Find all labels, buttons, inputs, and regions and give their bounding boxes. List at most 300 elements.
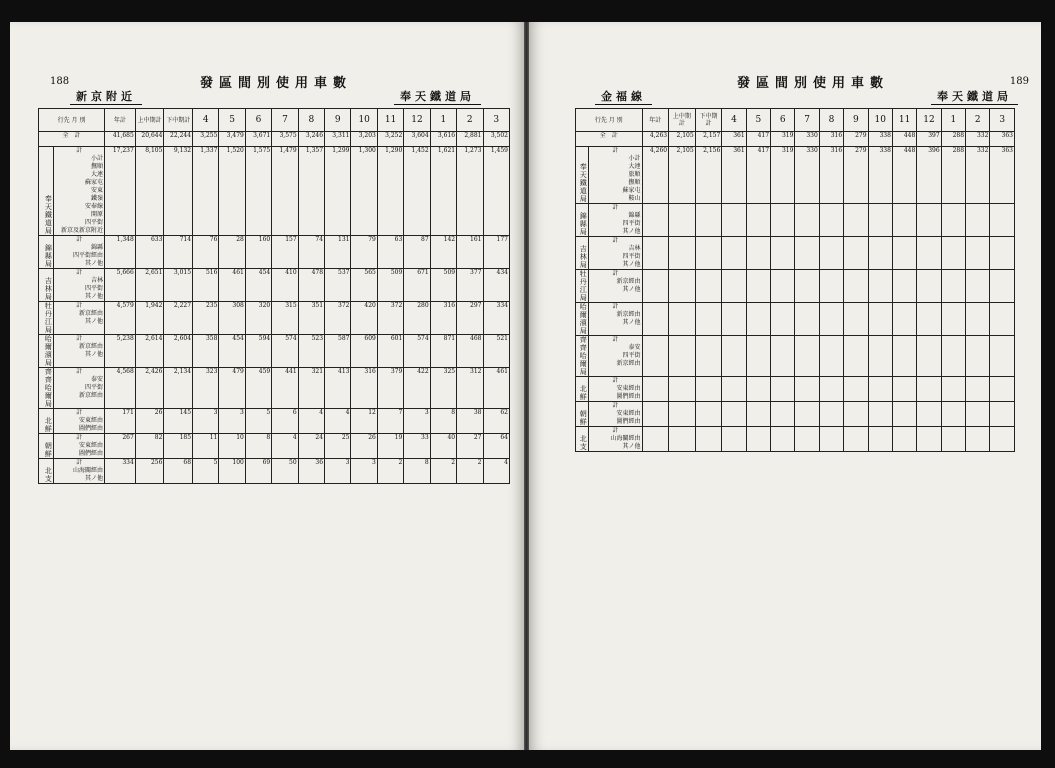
- destination-label: 泰安: [628, 344, 641, 351]
- value-cell: [164, 459, 193, 484]
- group-label: 北鮮: [576, 377, 589, 402]
- value-cell: [844, 237, 868, 270]
- destination-label: 泰安: [91, 376, 104, 383]
- value-cell: [819, 303, 843, 336]
- total-cell: 3,502: [483, 132, 510, 147]
- subtotal-value: 316: [443, 302, 456, 309]
- value-cell: [272, 236, 298, 269]
- value-cell: [457, 269, 483, 302]
- subtotal-value: 5: [266, 409, 271, 416]
- page-number: 188: [50, 76, 70, 87]
- value-cell: [219, 335, 245, 368]
- subtotal-value: 363: [1001, 147, 1013, 154]
- subtotal-value: 1,300: [358, 147, 376, 154]
- subtotal-value: 448: [903, 147, 916, 154]
- column-header: 10: [868, 109, 892, 132]
- subtotal-value: 516: [205, 269, 218, 276]
- section-label: 金福線: [595, 88, 652, 105]
- column-header: 年計: [642, 109, 669, 132]
- subtotal-value: 315: [285, 302, 297, 309]
- value-cell: [404, 434, 430, 459]
- value-cell: [272, 302, 298, 335]
- subtotal-value: 358: [205, 335, 218, 342]
- subtotal-value: 256: [150, 459, 163, 466]
- group-row: [39, 302, 510, 335]
- value-cell: [795, 402, 819, 427]
- subtotal-value: 100: [232, 459, 244, 466]
- value-cell: [771, 270, 795, 303]
- grand-total-row: [39, 132, 510, 147]
- total-cell: 316: [819, 132, 843, 147]
- group-row: [576, 270, 1015, 303]
- destination-label: 新京經由: [79, 392, 104, 399]
- group-label: 哈爾濱局: [576, 303, 589, 336]
- group-row: [576, 237, 1015, 270]
- row-labels: [54, 409, 105, 434]
- value-cell: [430, 409, 456, 434]
- group-row: [576, 427, 1015, 452]
- value-cell: [457, 434, 483, 459]
- subtotal-value: 142: [443, 236, 456, 243]
- subtotal-value: 1,942: [145, 302, 163, 309]
- column-header: 8: [298, 109, 324, 132]
- column-header: 9: [325, 109, 351, 132]
- value-cell: [642, 303, 669, 336]
- subtotal-value: 521: [496, 335, 508, 342]
- destination-label: 新京經由: [79, 343, 104, 350]
- value-cell: [298, 147, 324, 236]
- value-cell: [844, 147, 868, 204]
- subtotal-value: 8: [424, 459, 429, 466]
- subtotal-value: 3: [372, 459, 376, 466]
- total-cell: 2,881: [457, 132, 483, 147]
- value-cell: [795, 427, 819, 452]
- value-cell: [746, 147, 770, 204]
- destination-label: 蘇家屯: [85, 179, 104, 186]
- header-row: [576, 109, 1015, 132]
- subtotal-value: 27: [473, 434, 482, 441]
- value-cell: [272, 368, 298, 409]
- subtotal-value: 4,568: [116, 368, 134, 375]
- group-label: 哈爾濱局: [39, 335, 54, 368]
- value-cell: [430, 434, 456, 459]
- group-label: 吉林局: [39, 269, 54, 302]
- column-header: 年計: [105, 109, 136, 132]
- destination-label: 其ノ他: [85, 293, 104, 300]
- subtotal-value: 671: [417, 269, 429, 276]
- subtotal-label: 計: [612, 147, 619, 154]
- subtotal-value: 3: [213, 409, 218, 416]
- value-cell: [272, 409, 298, 434]
- value-cell: [193, 368, 219, 409]
- value-cell: [164, 236, 193, 269]
- subtotal-label: 計: [76, 236, 83, 243]
- value-cell: [695, 402, 722, 427]
- value-cell: [377, 269, 403, 302]
- value-cell: [966, 270, 990, 303]
- subtotal-value: 594: [258, 335, 271, 342]
- subtotal-value: 157: [285, 236, 297, 243]
- destination-label: 開原: [91, 211, 104, 218]
- value-cell: [245, 368, 271, 409]
- value-cell: [325, 368, 351, 409]
- destination-label: 小計: [628, 155, 641, 162]
- subtotal-value: 1,520: [226, 147, 244, 154]
- subtotal-value: 10: [236, 434, 244, 441]
- value-cell: [771, 237, 795, 270]
- value-cell: [325, 409, 351, 434]
- subtotal-value: 62: [500, 409, 508, 416]
- subtotal-value: 321: [311, 368, 324, 375]
- value-cell: [105, 459, 136, 484]
- subtotal-value: 377: [470, 269, 482, 276]
- value-cell: [795, 270, 819, 303]
- value-cell: [695, 237, 722, 270]
- subtotal-label: 計: [612, 402, 619, 409]
- grand-total-label: 全 計: [39, 132, 105, 147]
- subtotal-value: 441: [285, 368, 297, 375]
- column-header: 12: [404, 109, 430, 132]
- subtotal-label: 計: [76, 434, 83, 441]
- value-cell: [695, 336, 722, 377]
- value-cell: [457, 368, 483, 409]
- destination-label: 其ノ他: [622, 286, 641, 293]
- total-cell: 3,252: [377, 132, 403, 147]
- subtotal-value: 4,579: [116, 302, 134, 309]
- destination-label: 山海關經由: [73, 467, 104, 474]
- value-cell: [917, 336, 941, 377]
- value-cell: [377, 434, 403, 459]
- destination-label: 錦縣: [91, 244, 104, 251]
- railway-bureau-label: 奉天鐵道局: [931, 88, 1018, 105]
- subtotal-value: 338: [879, 147, 891, 154]
- subtotal-label: 計: [76, 409, 83, 416]
- value-cell: [105, 147, 136, 236]
- destination-label: 四平街經由: [73, 252, 104, 259]
- value-cell: [819, 377, 843, 402]
- value-cell: [193, 409, 219, 434]
- subtotal-value: 40: [447, 434, 456, 441]
- value-cell: [819, 204, 843, 237]
- column-header: 8: [819, 109, 843, 132]
- value-cell: [351, 269, 377, 302]
- value-cell: [990, 402, 1015, 427]
- subtotal-value: 714: [179, 236, 192, 243]
- value-cell: [990, 336, 1015, 377]
- total-cell: 330: [795, 132, 819, 147]
- value-cell: [298, 368, 324, 409]
- subtotal-value: 537: [338, 269, 350, 276]
- group-row: [39, 459, 510, 484]
- subtotal-value: 63: [394, 236, 403, 243]
- destination-label: 圖們經由: [79, 425, 104, 432]
- value-cell: [892, 270, 916, 303]
- destination-label: 其ノ他: [622, 228, 641, 235]
- subtotal-value: 334: [496, 302, 508, 309]
- value-cell: [868, 147, 892, 204]
- group-label: 齊齊哈爾局: [39, 368, 54, 409]
- subtotal-value: 587: [338, 335, 350, 342]
- subtotal-value: 38: [473, 409, 482, 416]
- value-cell: [990, 303, 1015, 336]
- row-labels: [54, 459, 105, 484]
- subtotal-value: 69: [262, 459, 271, 466]
- value-cell: [669, 402, 696, 427]
- value-cell: [193, 335, 219, 368]
- subtotal-value: 4,260: [649, 147, 668, 154]
- destination-label: 新京經由: [616, 311, 641, 318]
- value-cell: [219, 236, 245, 269]
- destination-label: 四平街: [85, 384, 104, 391]
- subtotal-value: 361: [733, 147, 745, 154]
- value-cell: [917, 147, 941, 204]
- column-header: 10: [351, 109, 377, 132]
- value-cell: [325, 236, 351, 269]
- subtotal-value: 5,238: [116, 335, 134, 342]
- column-header: 4: [722, 109, 746, 132]
- subtotal-value: 523: [311, 335, 324, 342]
- value-cell: [722, 237, 746, 270]
- value-cell: [105, 302, 136, 335]
- total-cell: 2,105: [669, 132, 696, 147]
- column-header: 3: [483, 109, 510, 132]
- subtotal-value: 5: [213, 459, 218, 466]
- value-cell: [193, 269, 219, 302]
- value-cell: [430, 269, 456, 302]
- value-cell: [795, 204, 819, 237]
- subtotal-value: 36: [315, 459, 324, 466]
- subtotal-value: 509: [443, 269, 456, 276]
- total-cell: 4,263: [642, 132, 669, 147]
- subtotal-value: 319: [781, 147, 794, 154]
- value-cell: [844, 270, 868, 303]
- right-page: [529, 22, 1041, 750]
- value-cell: [377, 409, 403, 434]
- value-cell: [819, 270, 843, 303]
- subtotal-value: 422: [417, 368, 429, 375]
- subtotal-value: 1,621: [437, 147, 456, 154]
- column-header: 下中期計: [695, 109, 722, 132]
- value-cell: [135, 269, 164, 302]
- subtotal-value: 308: [232, 302, 244, 309]
- value-cell: [377, 368, 403, 409]
- subtotal-value: 24: [315, 434, 324, 441]
- total-cell: 3,671: [245, 132, 271, 147]
- subtotal-value: 33: [421, 434, 429, 441]
- group-row: [576, 204, 1015, 237]
- grand-total-row: [576, 132, 1015, 147]
- total-cell: 361: [722, 132, 746, 147]
- column-header: 7: [272, 109, 298, 132]
- value-cell: [351, 434, 377, 459]
- subtotal-value: 2: [451, 459, 456, 466]
- value-cell: [135, 302, 164, 335]
- subtotal-value: 2,614: [145, 335, 163, 342]
- value-cell: [746, 303, 770, 336]
- subtotal-value: 330: [806, 147, 818, 154]
- destination-label: 圖們經由: [79, 450, 104, 457]
- value-cell: [377, 335, 403, 368]
- value-cell: [193, 434, 219, 459]
- value-cell: [771, 427, 795, 452]
- column-header: 4: [193, 109, 219, 132]
- destination-label: 撫順: [628, 179, 641, 186]
- page-title: 發區間別使用車數: [737, 76, 890, 91]
- destination-label: 安東經由: [79, 417, 104, 424]
- value-cell: [892, 377, 916, 402]
- total-cell: 332: [966, 132, 990, 147]
- value-cell: [404, 459, 430, 484]
- subtotal-value: 325: [443, 368, 456, 375]
- statistics-table: [38, 108, 510, 484]
- subtotal-value: 1,459: [490, 147, 508, 154]
- group-row: [39, 368, 510, 409]
- total-cell: 3,203: [351, 132, 377, 147]
- subtotal-value: 25: [341, 434, 350, 441]
- value-cell: [746, 377, 770, 402]
- value-cell: [430, 368, 456, 409]
- column-header: 2: [457, 109, 483, 132]
- row-labels: [589, 303, 642, 336]
- value-cell: [135, 335, 164, 368]
- value-cell: [722, 204, 746, 237]
- value-cell: [966, 237, 990, 270]
- value-cell: [746, 336, 770, 377]
- value-cell: [892, 204, 916, 237]
- row-labels: [589, 427, 642, 452]
- subtotal-value: 26: [154, 409, 163, 416]
- subtotal-value: 633: [150, 236, 163, 243]
- subtotal-value: 82: [154, 434, 163, 441]
- value-cell: [917, 427, 941, 452]
- value-cell: [483, 409, 510, 434]
- destination-label: 圖們經由: [616, 418, 641, 425]
- value-cell: [722, 377, 746, 402]
- subtotal-label: 計: [612, 303, 619, 310]
- column-header: 行先 月 別: [576, 109, 643, 132]
- value-cell: [351, 459, 377, 484]
- subtotal-value: 3: [345, 459, 350, 466]
- destination-label: 新京經由: [616, 360, 641, 367]
- group-label: 朝鮮: [576, 402, 589, 427]
- value-cell: [219, 269, 245, 302]
- subtotal-value: 28: [236, 236, 244, 243]
- value-cell: [105, 269, 136, 302]
- value-cell: [351, 409, 377, 434]
- value-cell: [695, 204, 722, 237]
- subtotal-value: 2,604: [173, 335, 192, 342]
- value-cell: [966, 303, 990, 336]
- subtotal-value: 454: [258, 269, 271, 276]
- row-labels: [589, 237, 642, 270]
- subtotal-value: 79: [368, 236, 376, 243]
- value-cell: [868, 303, 892, 336]
- destination-label: 新京經由: [616, 278, 641, 285]
- value-cell: [695, 427, 722, 452]
- total-cell: 338: [868, 132, 892, 147]
- destination-label: 其ノ他: [622, 443, 641, 450]
- destination-label: 旅順: [628, 171, 641, 178]
- value-cell: [642, 427, 669, 452]
- subtotal-value: 1,357: [305, 147, 324, 154]
- value-cell: [941, 204, 965, 237]
- subtotal-label: 計: [612, 427, 619, 434]
- value-cell: [844, 303, 868, 336]
- total-cell: 3,311: [325, 132, 351, 147]
- subtotal-value: 461: [232, 269, 244, 276]
- subtotal-value: 574: [285, 335, 297, 342]
- subtotal-label: 計: [76, 459, 83, 466]
- value-cell: [868, 270, 892, 303]
- group-row: [576, 377, 1015, 402]
- subtotal-value: 312: [470, 368, 482, 375]
- value-cell: [457, 459, 483, 484]
- value-cell: [404, 147, 430, 236]
- destination-label: 四平街: [622, 352, 641, 359]
- destination-label: 吉林: [628, 245, 641, 252]
- value-cell: [722, 427, 746, 452]
- destination-label: 其ノ他: [85, 318, 104, 325]
- value-cell: [941, 147, 965, 204]
- subtotal-value: 4: [319, 409, 324, 416]
- group-label: 牡丹江局: [39, 302, 54, 335]
- subtotal-value: 316: [830, 147, 843, 154]
- destination-label: 四平街: [622, 253, 641, 260]
- value-cell: [298, 409, 324, 434]
- value-cell: [892, 427, 916, 452]
- subtotal-value: 145: [179, 409, 192, 416]
- subtotal-value: 3: [424, 409, 429, 416]
- total-cell: 3,616: [430, 132, 456, 147]
- value-cell: [193, 147, 219, 236]
- railway-bureau-label: 奉天鐵道局: [394, 88, 481, 105]
- value-cell: [164, 434, 193, 459]
- subtotal-value: 8,105: [145, 147, 163, 154]
- value-cell: [483, 335, 510, 368]
- page-title: 發區間別使用車數: [200, 76, 353, 91]
- total-cell: 363: [990, 132, 1015, 147]
- total-cell: 288: [941, 132, 965, 147]
- value-cell: [483, 269, 510, 302]
- header-row: [39, 109, 510, 132]
- statistics-table: [575, 108, 1015, 452]
- value-cell: [669, 427, 696, 452]
- subtotal-value: 372: [338, 302, 350, 309]
- value-cell: [457, 335, 483, 368]
- destination-label: 安東: [91, 187, 104, 194]
- value-cell: [219, 368, 245, 409]
- value-cell: [771, 303, 795, 336]
- destination-label: 新京及新京附近: [61, 227, 104, 234]
- value-cell: [722, 336, 746, 377]
- subtotal-value: 459: [258, 368, 271, 375]
- group-label: 北支: [39, 459, 54, 484]
- value-cell: [483, 368, 510, 409]
- value-cell: [457, 409, 483, 434]
- value-cell: [917, 270, 941, 303]
- subtotal-label: 計: [76, 147, 83, 154]
- value-cell: [430, 459, 456, 484]
- value-cell: [966, 402, 990, 427]
- value-cell: [722, 147, 746, 204]
- subtotal-value: 177: [496, 236, 508, 243]
- destination-label: 其ノ他: [622, 261, 641, 268]
- grand-total-label: 全 計: [576, 132, 643, 147]
- total-cell: 417: [746, 132, 770, 147]
- value-cell: [430, 147, 456, 236]
- value-cell: [722, 270, 746, 303]
- value-cell: [377, 459, 403, 484]
